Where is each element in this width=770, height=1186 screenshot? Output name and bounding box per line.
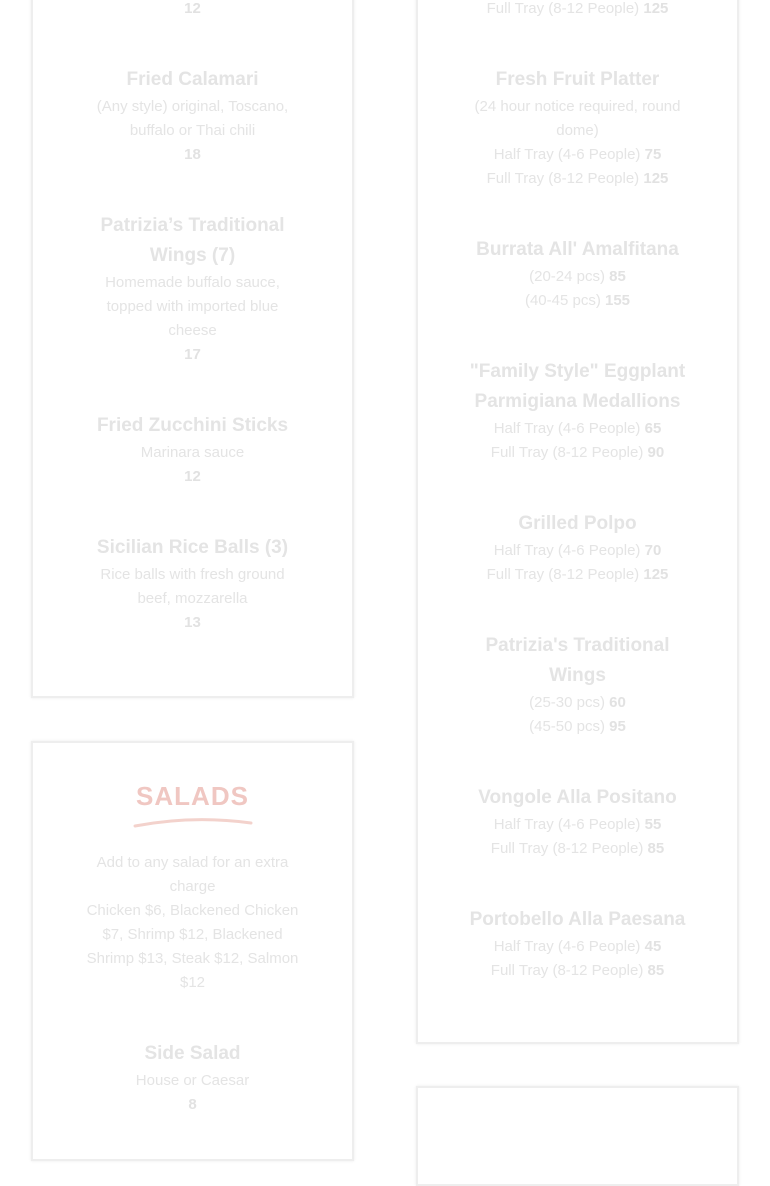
menu-item-fried-calamari bbox=[83, 65, 303, 167]
item-name: Patrizia's Traditional Wings bbox=[485, 635, 670, 686]
tray-option bbox=[468, 691, 688, 715]
tray-option bbox=[468, 563, 688, 587]
option-label: (20-24 pcs) bbox=[529, 268, 605, 285]
tray-option bbox=[468, 837, 688, 861]
item-name: Sicilian Rice Balls (3) bbox=[96, 537, 289, 558]
menu-item bbox=[468, 0, 688, 21]
option-price: 75 bbox=[644, 146, 662, 163]
option-label: Half Tray (4-6 People) bbox=[493, 146, 641, 163]
option-price: 95 bbox=[609, 718, 626, 735]
salads-card bbox=[31, 741, 354, 1161]
appetizers-list-left bbox=[33, 0, 352, 635]
menu-item-traditional-wings-tray bbox=[468, 631, 688, 739]
menu-item-grilled-polpo bbox=[468, 509, 688, 587]
item-name: Side Salad bbox=[144, 1043, 241, 1064]
option-price: 85 bbox=[647, 962, 665, 979]
tray-option bbox=[468, 539, 688, 563]
option-label: Full Tray (8-12 People) bbox=[486, 170, 640, 187]
section-title: SALADS bbox=[136, 781, 249, 811]
option-label: Full Tray (8-12 People) bbox=[490, 840, 644, 857]
option-label: Half Tray (4-6 People) bbox=[493, 938, 641, 955]
tray-option bbox=[468, 265, 688, 289]
menu-item-rice-balls bbox=[83, 533, 303, 635]
item-name: Fresh Fruit Platter bbox=[495, 69, 660, 90]
option-price: 125 bbox=[643, 170, 669, 187]
menu-item-fruit-platter bbox=[468, 65, 688, 191]
item-description: (24 hour notice required, round dome) bbox=[474, 98, 681, 139]
item-price: 8 bbox=[188, 1096, 197, 1113]
menu-item-vongole bbox=[468, 783, 688, 861]
option-label: Half Tray (4-6 People) bbox=[493, 420, 641, 437]
tray-option bbox=[468, 289, 688, 313]
item-name: Burrata All' Amalfitana bbox=[476, 239, 679, 260]
option-label: Half Tray (4-6 People) bbox=[493, 816, 641, 833]
tray-option bbox=[468, 0, 688, 21]
salads-section bbox=[33, 781, 352, 1117]
menu-item-traditional-wings bbox=[83, 211, 303, 367]
menu-item-fried-zucchini bbox=[83, 411, 303, 489]
tray-option bbox=[468, 143, 688, 167]
option-price: 85 bbox=[647, 840, 665, 857]
menu-item-side-salad bbox=[83, 1039, 303, 1117]
option-label: Full Tray (8-12 People) bbox=[490, 444, 644, 461]
option-label: Full Tray (8-12 People) bbox=[490, 962, 644, 979]
option-label: (25-30 pcs) bbox=[529, 694, 605, 711]
option-price: 155 bbox=[605, 292, 631, 309]
option-label: Full Tray (8-12 People) bbox=[486, 566, 640, 583]
menu-item-eggplant-medallions bbox=[468, 357, 688, 465]
option-price: 55 bbox=[644, 816, 662, 833]
option-label: Half Tray (4-6 People) bbox=[493, 542, 641, 559]
platters-list bbox=[418, 0, 737, 983]
platters-card bbox=[416, 0, 739, 1044]
item-price: 13 bbox=[184, 614, 201, 631]
option-price: 125 bbox=[643, 566, 669, 583]
option-price: 90 bbox=[647, 444, 665, 461]
salads-intro-text: Add to any salad for an extra charge bbox=[96, 854, 289, 895]
option-label: (45-50 pcs) bbox=[529, 718, 605, 735]
item-price: 17 bbox=[184, 346, 201, 363]
menu-item bbox=[83, 0, 303, 21]
item-name: Vongole Alla Positano bbox=[478, 787, 677, 808]
swoosh-divider-icon bbox=[133, 817, 253, 829]
option-price: 65 bbox=[644, 420, 662, 437]
item-name: "Family Style" Eggplant Parmigiana Medallions bbox=[469, 361, 686, 412]
tray-option bbox=[468, 813, 688, 837]
item-description: Rice balls with fresh ground beef, mozzarella bbox=[100, 566, 285, 607]
item-description: House or Caesar bbox=[135, 1072, 250, 1089]
tray-option bbox=[468, 167, 688, 191]
option-price: 60 bbox=[609, 694, 626, 711]
item-name: Fried Zucchini Sticks bbox=[96, 415, 289, 436]
option-price: 125 bbox=[643, 0, 669, 17]
tray-option bbox=[468, 935, 688, 959]
tray-option bbox=[468, 959, 688, 983]
item-description: Marinara sauce bbox=[140, 444, 245, 461]
item-name: Portobello Alla Paesana bbox=[469, 909, 686, 930]
item-price: 12 bbox=[184, 0, 201, 17]
option-price: 85 bbox=[609, 268, 626, 285]
tray-option bbox=[468, 715, 688, 739]
item-name: Grilled Polpo bbox=[518, 513, 637, 534]
menu-item-burrata bbox=[468, 235, 688, 313]
option-price: 70 bbox=[644, 542, 662, 559]
option-label: (40-45 pcs) bbox=[524, 292, 601, 309]
tray-option bbox=[468, 441, 688, 465]
item-description: Homemade buffalo sauce, topped with imported blue cheese bbox=[105, 274, 280, 339]
option-price: 45 bbox=[644, 938, 662, 955]
item-price: 18 bbox=[184, 146, 201, 163]
option-label: Full Tray (8-12 People) bbox=[486, 0, 640, 17]
tray-option bbox=[468, 417, 688, 441]
item-name: Patrizia’s Traditional Wings (7) bbox=[100, 215, 285, 266]
item-description: (Any style) original, Toscano, buffalo or Thai chili bbox=[96, 98, 289, 139]
salads-intro bbox=[83, 851, 303, 995]
menu-item-portobello bbox=[468, 905, 688, 983]
salads-addons-text: Chicken $6, Blackened Chicken $7, Shrimp $12, Blackened Shrimp $13, Steak $12, Salmon $12 bbox=[86, 902, 299, 991]
appetizers-card-left bbox=[31, 0, 354, 698]
item-name: Fried Calamari bbox=[126, 69, 259, 90]
item-price: 12 bbox=[184, 468, 201, 485]
next-section-card bbox=[416, 1086, 739, 1186]
